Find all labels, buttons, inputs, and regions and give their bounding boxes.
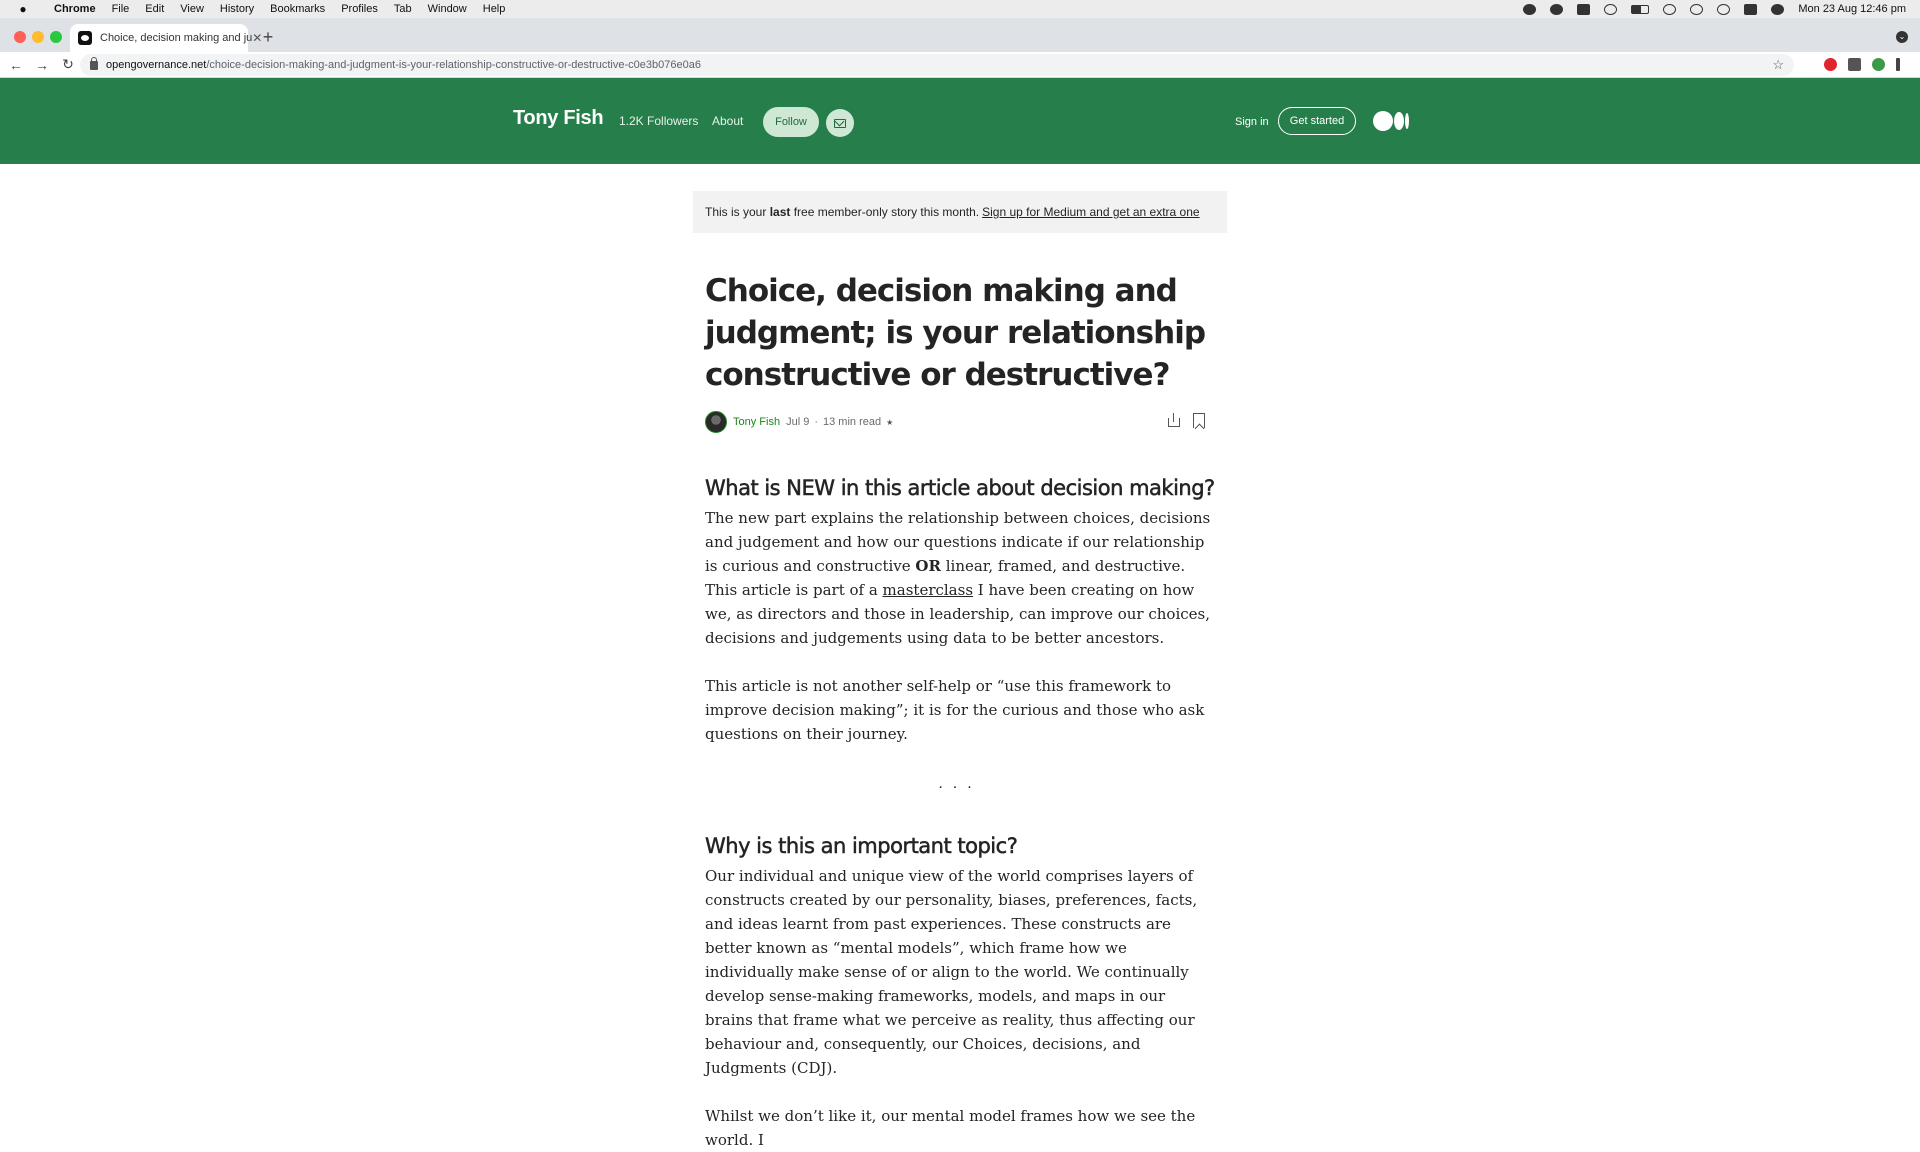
paragraph-1-text-d: I have been creating on how we, as directors and those in leadership, can improve our choices, decisions and judgements using data to be better ancestors. [705,581,1211,647]
menu-edit[interactable]: Edit [145,3,165,15]
publish-date: Jul 9 [786,416,810,428]
followers-count[interactable]: 1.2K Followers [619,114,699,128]
menu-app-chrome[interactable]: Chrome [54,3,96,15]
subscribe-email-button[interactable] [826,109,854,137]
author-avatar[interactable] [705,411,727,433]
profile-avatar-icon[interactable] [1872,58,1885,71]
bookmark-star-icon[interactable]: ☆ [1772,57,1784,72]
article-title: Choice, decision making and judgment; is your relationship constructive or destructive? [705,273,1206,393]
menu-bar-clock[interactable]: Mon 23 Aug 12:46 pm [1798,3,1906,15]
url-host: opengovernance.net [106,59,207,71]
battery-icon[interactable] [1631,5,1649,14]
window-minimize-button[interactable] [32,31,44,43]
status-menus [1523,0,1906,18]
paragraph-2: This article is not another self-help or “use this framework to improve decision making”; it is for the curious and those who ask questions on their journey. [705,677,1205,743]
member-star-icon: ★ [886,417,894,427]
browser-toolbar [0,52,1920,78]
banner-strong: last [769,205,791,219]
follow-button[interactable]: Follow [763,107,819,137]
menu-file[interactable]: File [111,3,130,15]
siri-icon[interactable] [1771,4,1784,15]
browser-tab-active[interactable] [70,24,263,52]
menu-profiles[interactable]: Profiles [341,3,378,15]
address-bar[interactable] [80,54,1794,76]
article-actions [1167,413,1205,428]
tab-search-icon[interactable]: ⌄ [1896,31,1908,43]
menu-help[interactable]: Help [482,3,506,15]
screen-recorder-icon[interactable] [1550,4,1563,15]
browser-menu-icon[interactable] [1896,58,1900,71]
apple-menu-icon[interactable]: ● [19,2,27,16]
stripe-s-icon[interactable] [1577,4,1590,15]
section-heading-why: Why is this an important topic? [705,834,1018,858]
menu-tab[interactable]: Tab [393,3,412,15]
window-close-button[interactable] [14,31,26,43]
control-center-icon[interactable] [1744,4,1757,15]
new-tab-plus-icon[interactable]: + [262,27,274,47]
section-heading-new: What is NEW in this article about decision making? [705,476,1215,500]
extensions-puzzle-icon[interactable] [1848,58,1861,71]
menu-window[interactable]: Window [427,3,467,15]
paragraph-1-text-a: The new part explains the relationship between choices, decisions and judgement and how our questions indicate if our relationship is curious and constructive [705,509,1211,575]
medium-logo-icon[interactable] [1373,111,1409,131]
byline-author[interactable]: Tony Fish [733,416,781,428]
paragraph-1-text-c: linear, framed, and destructive. This article is part of a [705,557,1186,599]
back-arrow-icon[interactable]: ← [9,56,23,73]
tab-title: Choice, decision making and ju [100,32,253,44]
macos-menu-bar [0,0,1920,18]
lock-icon[interactable] [90,61,98,70]
creative-cloud-icon[interactable] [1523,4,1536,15]
article [705,270,1215,1152]
signup-link[interactable]: Sign up for Medium and get an extra one [982,205,1200,219]
tab-close-icon[interactable]: ✕ [252,31,263,45]
url-path: /choice-decision-making-and-judgment-is-your-relationship-constructive-or-destructive-c0e3b076e0a6 [206,59,701,71]
member-story-banner [693,191,1227,233]
header-author-name[interactable]: Tony Fish [513,107,604,129]
mail-icon [834,119,846,128]
menu-view[interactable]: View [180,3,204,15]
byline [705,410,1215,434]
medium-favicon-icon [78,31,92,45]
share-icon[interactable] [1167,413,1181,427]
get-started-button[interactable]: Get started [1278,107,1356,135]
paragraph-3: Our individual and unique view of the world comprises layers of constructs created by our personality, biases, preferences, facts, and ideas learnt from past experiences. These constructs are better known as “mental models”, which frame how we individually make sense of or align to the world. We continually develop sense-making frameworks, models, and maps in our brains that frame what we perceive as reality, thus affecting our behaviour and, consequently, our Choices, decisions, and Judgments (CDJ). [705,867,1198,1077]
section-separator: ... [938,775,982,792]
play-icon[interactable] [1604,4,1617,15]
paragraph-1 [705,506,1215,650]
wifi-icon[interactable] [1663,4,1676,15]
bookmark-icon[interactable] [1193,413,1205,428]
byline-separator: · [814,416,818,428]
menu-history[interactable]: History [219,3,255,15]
reload-icon[interactable]: ↻ [62,56,74,72]
window-zoom-button[interactable] [50,31,62,43]
paragraph-4: Whilst we don’t like it, our mental model frames how we see the world. I [705,1107,1196,1149]
banner-prefix: This is your [705,205,770,219]
forward-arrow-icon[interactable]: → [35,56,49,73]
about-link[interactable]: About [712,114,744,128]
menu-bookmarks[interactable]: Bookmarks [270,3,326,15]
time-machine-icon[interactable] [1690,4,1703,15]
sign-in-link[interactable]: Sign in [1235,116,1269,128]
spotlight-search-icon[interactable] [1717,4,1730,15]
banner-middle: free member-only story this month. [790,205,980,219]
masterclass-link[interactable]: masterclass [882,581,974,599]
read-time: 13 min read [823,416,882,428]
paragraph-1-bold-or: OR [915,557,941,575]
publication-header [0,78,1920,164]
browser-tab-strip [0,18,1920,52]
opera-extension-icon[interactable] [1824,58,1837,71]
